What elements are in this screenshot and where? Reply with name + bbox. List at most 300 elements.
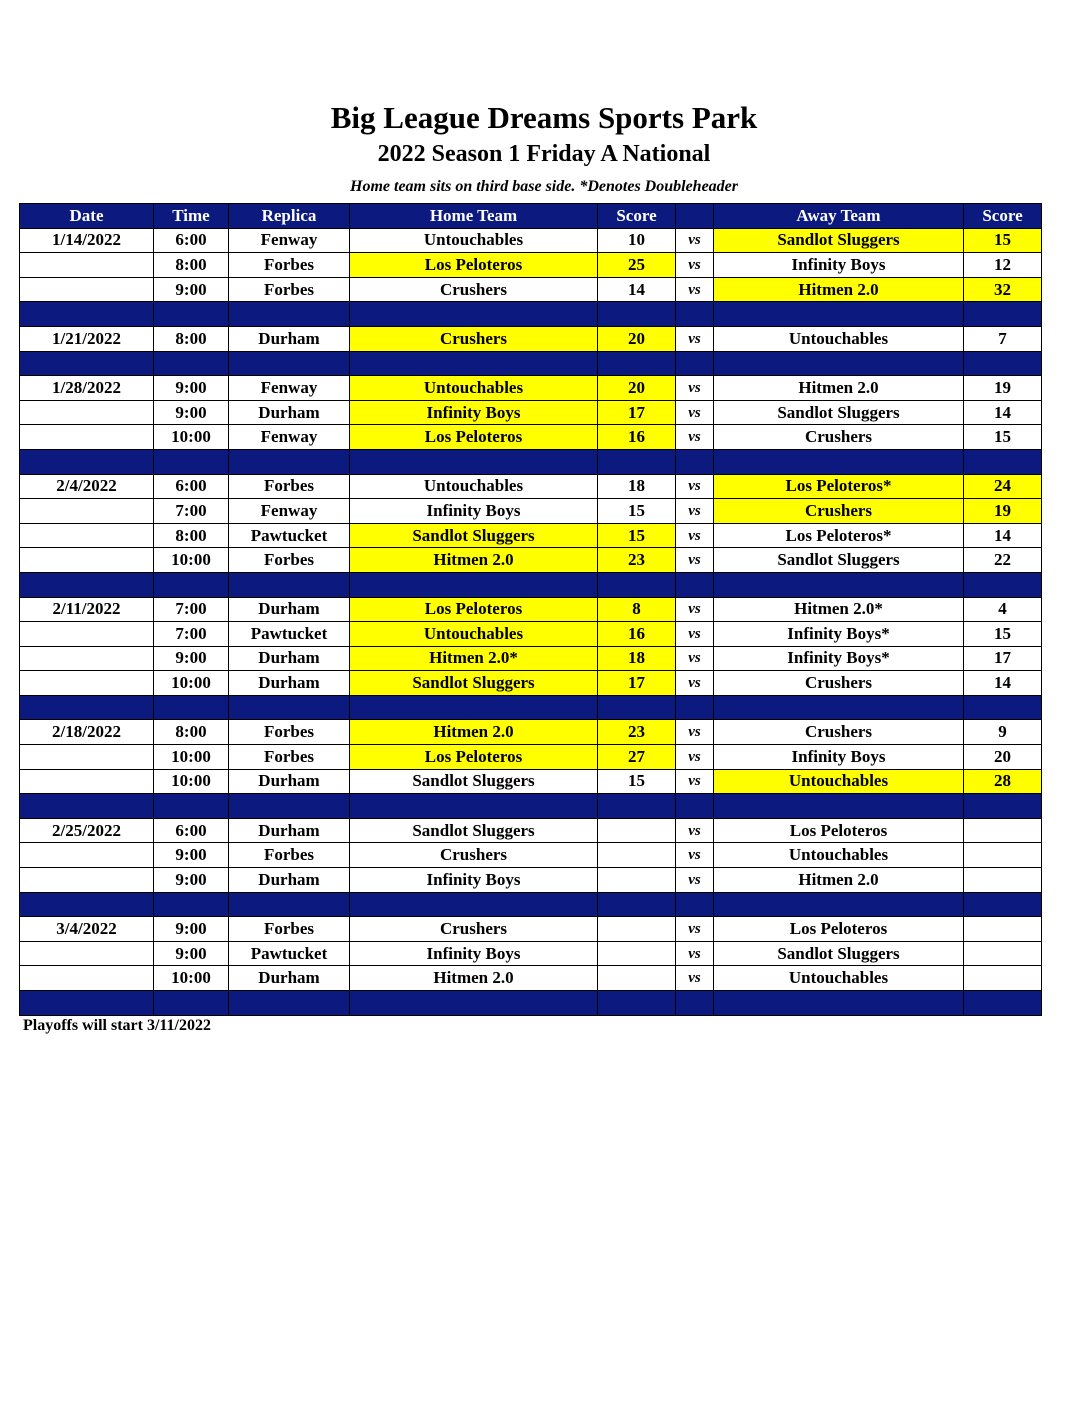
time-cell: 10:00 <box>154 671 229 696</box>
away-score-cell: 19 <box>964 376 1042 401</box>
separator-cell <box>714 991 964 1016</box>
separator-cell <box>229 572 350 597</box>
away-score-cell: 28 <box>964 769 1042 794</box>
home-team-cell: Infinity Boys <box>350 941 598 966</box>
away-score-cell: 14 <box>964 523 1042 548</box>
replica-cell: Forbes <box>229 548 350 573</box>
replica-cell: Forbes <box>229 253 350 278</box>
vs-cell: vs <box>676 499 714 524</box>
replica-cell: Pawtucket <box>229 622 350 647</box>
away-score-cell: 12 <box>964 253 1042 278</box>
time-cell: 9:00 <box>154 646 229 671</box>
replica-cell: Durham <box>229 597 350 622</box>
separator-cell <box>598 351 676 376</box>
away-score-cell: 17 <box>964 646 1042 671</box>
separator-cell <box>598 892 676 917</box>
vs-cell: vs <box>676 523 714 548</box>
replica-cell: Durham <box>229 671 350 696</box>
separator-cell <box>598 449 676 474</box>
away-score-cell: 20 <box>964 745 1042 770</box>
time-cell: 9:00 <box>154 917 229 942</box>
replica-cell: Fenway <box>229 228 350 253</box>
vs-cell: vs <box>676 818 714 843</box>
home-score-cell: 16 <box>598 622 676 647</box>
away-team-cell: Hitmen 2.0 <box>714 277 964 302</box>
game-row <box>20 548 1042 573</box>
date-cell <box>20 966 154 991</box>
vs-cell: vs <box>676 671 714 696</box>
home-score-cell <box>598 917 676 942</box>
home-score-cell: 23 <box>598 548 676 573</box>
home-score-cell: 16 <box>598 425 676 450</box>
away-team-cell: Crushers <box>714 499 964 524</box>
week-separator-row <box>20 302 1042 327</box>
week-separator-row <box>20 695 1042 720</box>
time-cell: 6:00 <box>154 474 229 499</box>
date-cell: 2/25/2022 <box>20 818 154 843</box>
separator-cell <box>154 892 229 917</box>
away-score-cell: 15 <box>964 228 1042 253</box>
time-cell: 10:00 <box>154 548 229 573</box>
separator-cell <box>154 449 229 474</box>
date-cell <box>20 499 154 524</box>
date-cell <box>20 843 154 868</box>
separator-cell <box>154 991 229 1016</box>
vs-cell: vs <box>676 966 714 991</box>
separator-cell <box>350 572 598 597</box>
away-team-cell: Infinity Boys <box>714 253 964 278</box>
home-team-cell: Los Peloteros <box>350 253 598 278</box>
week-separator-row <box>20 351 1042 376</box>
replica-cell: Pawtucket <box>229 523 350 548</box>
time-cell: 7:00 <box>154 597 229 622</box>
home-score-cell: 15 <box>598 769 676 794</box>
home-team-cell: Los Peloteros <box>350 425 598 450</box>
week-separator-row <box>20 991 1042 1016</box>
away-score-cell: 15 <box>964 425 1042 450</box>
vs-cell: vs <box>676 941 714 966</box>
date-cell: 1/14/2022 <box>20 228 154 253</box>
time-cell: 7:00 <box>154 622 229 647</box>
separator-cell <box>350 302 598 327</box>
separator-cell <box>154 794 229 819</box>
time-cell: 9:00 <box>154 868 229 893</box>
away-team-cell: Los Peloteros* <box>714 523 964 548</box>
home-score-cell: 20 <box>598 376 676 401</box>
vs-cell: vs <box>676 622 714 647</box>
week-separator-row <box>20 892 1042 917</box>
vs-cell: vs <box>676 769 714 794</box>
away-team-cell: Untouchables <box>714 769 964 794</box>
home-score-cell <box>598 868 676 893</box>
column-header-home-score: Score <box>598 204 676 229</box>
home-team-cell: Los Peloteros <box>350 597 598 622</box>
home-team-cell: Hitmen 2.0 <box>350 548 598 573</box>
game-row <box>20 720 1042 745</box>
date-cell <box>20 400 154 425</box>
vs-cell: vs <box>676 400 714 425</box>
date-cell: 2/11/2022 <box>20 597 154 622</box>
separator-cell <box>714 572 964 597</box>
game-row <box>20 376 1042 401</box>
game-row <box>20 400 1042 425</box>
separator-cell <box>229 449 350 474</box>
away-team-cell: Los Peloteros* <box>714 474 964 499</box>
separator-cell <box>598 991 676 1016</box>
replica-cell: Forbes <box>229 917 350 942</box>
separator-cell <box>350 695 598 720</box>
away-score-cell <box>964 818 1042 843</box>
home-score-cell <box>598 843 676 868</box>
replica-cell: Durham <box>229 966 350 991</box>
replica-cell: Fenway <box>229 499 350 524</box>
game-row <box>20 941 1042 966</box>
separator-cell <box>676 892 714 917</box>
separator-cell <box>964 449 1042 474</box>
date-cell <box>20 548 154 573</box>
separator-cell <box>714 449 964 474</box>
time-cell: 9:00 <box>154 376 229 401</box>
separator-cell <box>229 794 350 819</box>
away-team-cell: Untouchables <box>714 326 964 351</box>
vs-cell: vs <box>676 253 714 278</box>
replica-cell: Durham <box>229 769 350 794</box>
replica-cell: Forbes <box>229 843 350 868</box>
away-score-cell <box>964 843 1042 868</box>
playoffs-note: Playoffs will start 3/11/2022 <box>23 1017 211 1034</box>
home-score-cell: 8 <box>598 597 676 622</box>
home-team-cell: Untouchables <box>350 474 598 499</box>
home-score-cell: 17 <box>598 671 676 696</box>
separator-cell <box>229 892 350 917</box>
home-team-cell: Hitmen 2.0* <box>350 646 598 671</box>
separator-cell <box>350 892 598 917</box>
time-cell: 8:00 <box>154 253 229 278</box>
game-row <box>20 646 1042 671</box>
home-score-cell: 23 <box>598 720 676 745</box>
game-row <box>20 622 1042 647</box>
time-cell: 6:00 <box>154 228 229 253</box>
home-score-cell: 15 <box>598 523 676 548</box>
game-row <box>20 499 1042 524</box>
page-subtitle: 2022 Season 1 Friday A National <box>377 141 711 167</box>
separator-cell <box>676 449 714 474</box>
week-separator-row <box>20 794 1042 819</box>
separator-cell <box>350 449 598 474</box>
separator-cell <box>714 794 964 819</box>
game-row <box>20 671 1042 696</box>
home-score-cell <box>598 966 676 991</box>
vs-cell: vs <box>676 868 714 893</box>
time-cell: 9:00 <box>154 400 229 425</box>
game-row <box>20 769 1042 794</box>
time-cell: 9:00 <box>154 941 229 966</box>
separator-cell <box>598 794 676 819</box>
replica-cell: Durham <box>229 646 350 671</box>
separator-cell <box>20 572 154 597</box>
away-team-cell: Crushers <box>714 671 964 696</box>
separator-cell <box>598 302 676 327</box>
home-team-cell: Crushers <box>350 843 598 868</box>
separator-cell <box>20 892 154 917</box>
away-team-cell: Crushers <box>714 425 964 450</box>
home-score-cell: 25 <box>598 253 676 278</box>
time-cell: 9:00 <box>154 843 229 868</box>
home-score-cell: 18 <box>598 474 676 499</box>
separator-cell <box>229 695 350 720</box>
home-score-cell: 27 <box>598 745 676 770</box>
vs-cell: vs <box>676 646 714 671</box>
away-team-cell: Infinity Boys* <box>714 646 964 671</box>
away-score-cell: 14 <box>964 400 1042 425</box>
home-score-cell <box>598 818 676 843</box>
home-team-cell: Sandlot Sluggers <box>350 818 598 843</box>
home-team-cell: Untouchables <box>350 622 598 647</box>
game-row <box>20 818 1042 843</box>
column-header-replica: Replica <box>229 204 350 229</box>
away-score-cell: 4 <box>964 597 1042 622</box>
separator-cell <box>20 351 154 376</box>
vs-cell: vs <box>676 425 714 450</box>
replica-cell: Fenway <box>229 425 350 450</box>
home-team-cell: Los Peloteros <box>350 745 598 770</box>
away-score-cell: 15 <box>964 622 1042 647</box>
page-title: Big League Dreams Sports Park <box>330 100 758 135</box>
replica-cell: Durham <box>229 400 350 425</box>
separator-cell <box>964 572 1042 597</box>
vs-cell: vs <box>676 745 714 770</box>
time-cell: 6:00 <box>154 818 229 843</box>
date-cell: 2/4/2022 <box>20 474 154 499</box>
separator-cell <box>20 449 154 474</box>
home-team-cell: Sandlot Sluggers <box>350 769 598 794</box>
away-score-cell: 7 <box>964 326 1042 351</box>
separator-cell <box>229 991 350 1016</box>
replica-cell: Forbes <box>229 474 350 499</box>
home-team-cell: Hitmen 2.0 <box>350 720 598 745</box>
separator-cell <box>964 794 1042 819</box>
home-team-cell: Sandlot Sluggers <box>350 523 598 548</box>
separator-cell <box>350 351 598 376</box>
date-cell <box>20 769 154 794</box>
replica-cell: Durham <box>229 868 350 893</box>
separator-cell <box>598 572 676 597</box>
away-team-cell: Los Peloteros <box>714 917 964 942</box>
time-cell: 10:00 <box>154 425 229 450</box>
column-header-away-score: Score <box>964 204 1042 229</box>
separator-cell <box>676 695 714 720</box>
separator-cell <box>20 794 154 819</box>
vs-cell: vs <box>676 376 714 401</box>
column-header-vs <box>676 204 714 229</box>
away-team-cell: Untouchables <box>714 843 964 868</box>
game-row <box>20 597 1042 622</box>
home-team-cell: Crushers <box>350 277 598 302</box>
date-cell: 1/28/2022 <box>20 376 154 401</box>
replica-cell: Fenway <box>229 376 350 401</box>
separator-cell <box>964 351 1042 376</box>
away-score-cell: 22 <box>964 548 1042 573</box>
away-team-cell: Hitmen 2.0 <box>714 376 964 401</box>
time-cell: 8:00 <box>154 720 229 745</box>
home-team-cell: Infinity Boys <box>350 499 598 524</box>
away-team-cell: Crushers <box>714 720 964 745</box>
away-team-cell: Untouchables <box>714 966 964 991</box>
time-cell: 10:00 <box>154 966 229 991</box>
separator-cell <box>714 695 964 720</box>
away-team-cell: Sandlot Sluggers <box>714 400 964 425</box>
vs-cell: vs <box>676 277 714 302</box>
home-score-cell: 17 <box>598 400 676 425</box>
home-score-cell: 10 <box>598 228 676 253</box>
home-score-cell <box>598 941 676 966</box>
date-cell <box>20 425 154 450</box>
game-row <box>20 474 1042 499</box>
date-cell <box>20 277 154 302</box>
away-team-cell: Hitmen 2.0 <box>714 868 964 893</box>
date-cell <box>20 646 154 671</box>
home-team-cell: Infinity Boys <box>350 400 598 425</box>
home-team-cell: Untouchables <box>350 228 598 253</box>
away-score-cell: 24 <box>964 474 1042 499</box>
separator-cell <box>154 572 229 597</box>
date-cell <box>20 671 154 696</box>
week-separator-row <box>20 572 1042 597</box>
separator-cell <box>714 302 964 327</box>
date-cell: 2/18/2022 <box>20 720 154 745</box>
away-score-cell <box>964 917 1042 942</box>
time-cell: 10:00 <box>154 769 229 794</box>
home-score-cell: 18 <box>598 646 676 671</box>
away-team-cell: Hitmen 2.0* <box>714 597 964 622</box>
separator-cell <box>20 695 154 720</box>
date-cell: 3/4/2022 <box>20 917 154 942</box>
vs-cell: vs <box>676 474 714 499</box>
separator-cell <box>964 695 1042 720</box>
schedule-note: Home team sits on third base side. *Denotes Doubleheader <box>350 178 738 195</box>
column-header-home-team: Home Team <box>350 204 598 229</box>
separator-cell <box>964 991 1042 1016</box>
replica-cell: Durham <box>229 326 350 351</box>
away-team-cell: Los Peloteros <box>714 818 964 843</box>
week-separator-row <box>20 449 1042 474</box>
game-row <box>20 523 1042 548</box>
game-row <box>20 745 1042 770</box>
date-cell <box>20 523 154 548</box>
away-team-cell: Sandlot Sluggers <box>714 228 964 253</box>
replica-cell: Pawtucket <box>229 941 350 966</box>
schedule-table <box>19 203 1042 1016</box>
home-score-cell: 15 <box>598 499 676 524</box>
home-team-cell: Untouchables <box>350 376 598 401</box>
separator-cell <box>964 892 1042 917</box>
vs-cell: vs <box>676 843 714 868</box>
date-cell <box>20 253 154 278</box>
away-score-cell <box>964 966 1042 991</box>
header-row <box>20 204 1042 229</box>
separator-cell <box>676 794 714 819</box>
separator-cell <box>20 991 154 1016</box>
separator-cell <box>154 302 229 327</box>
home-team-cell: Crushers <box>350 326 598 351</box>
vs-cell: vs <box>676 917 714 942</box>
away-team-cell: Sandlot Sluggers <box>714 941 964 966</box>
time-cell: 9:00 <box>154 277 229 302</box>
separator-cell <box>154 351 229 376</box>
time-cell: 10:00 <box>154 745 229 770</box>
date-cell <box>20 868 154 893</box>
separator-cell <box>598 695 676 720</box>
separator-cell <box>350 991 598 1016</box>
column-header-time: Time <box>154 204 229 229</box>
separator-cell <box>714 351 964 376</box>
separator-cell <box>20 302 154 327</box>
home-score-cell: 20 <box>598 326 676 351</box>
replica-cell: Forbes <box>229 745 350 770</box>
separator-cell <box>350 794 598 819</box>
time-cell: 8:00 <box>154 326 229 351</box>
replica-cell: Forbes <box>229 720 350 745</box>
separator-cell <box>964 302 1042 327</box>
separator-cell <box>154 695 229 720</box>
away-team-cell: Sandlot Sluggers <box>714 548 964 573</box>
game-row <box>20 917 1042 942</box>
vs-cell: vs <box>676 326 714 351</box>
column-header-date: Date <box>20 204 154 229</box>
game-row <box>20 868 1042 893</box>
away-score-cell: 14 <box>964 671 1042 696</box>
separator-cell <box>676 991 714 1016</box>
date-cell <box>20 622 154 647</box>
game-row <box>20 277 1042 302</box>
away-team-cell: Infinity Boys <box>714 745 964 770</box>
separator-cell <box>714 892 964 917</box>
time-cell: 7:00 <box>154 499 229 524</box>
column-header-away-team: Away Team <box>714 204 964 229</box>
schedule-body <box>20 228 1042 1015</box>
separator-cell <box>229 302 350 327</box>
home-team-cell: Sandlot Sluggers <box>350 671 598 696</box>
vs-cell: vs <box>676 597 714 622</box>
game-row <box>20 228 1042 253</box>
away-score-cell <box>964 868 1042 893</box>
away-score-cell: 19 <box>964 499 1042 524</box>
separator-cell <box>229 351 350 376</box>
game-row <box>20 253 1042 278</box>
replica-cell: Durham <box>229 818 350 843</box>
home-team-cell: Hitmen 2.0 <box>350 966 598 991</box>
game-row <box>20 843 1042 868</box>
game-row <box>20 425 1042 450</box>
separator-cell <box>676 572 714 597</box>
time-cell: 8:00 <box>154 523 229 548</box>
game-row <box>20 326 1042 351</box>
date-cell <box>20 941 154 966</box>
vs-cell: vs <box>676 548 714 573</box>
away-score-cell: 32 <box>964 277 1042 302</box>
date-cell: 1/21/2022 <box>20 326 154 351</box>
home-score-cell: 14 <box>598 277 676 302</box>
game-row <box>20 966 1042 991</box>
away-score-cell: 9 <box>964 720 1042 745</box>
separator-cell <box>676 351 714 376</box>
vs-cell: vs <box>676 720 714 745</box>
replica-cell: Forbes <box>229 277 350 302</box>
date-cell <box>20 745 154 770</box>
vs-cell: vs <box>676 228 714 253</box>
home-team-cell: Infinity Boys <box>350 868 598 893</box>
home-team-cell: Crushers <box>350 917 598 942</box>
